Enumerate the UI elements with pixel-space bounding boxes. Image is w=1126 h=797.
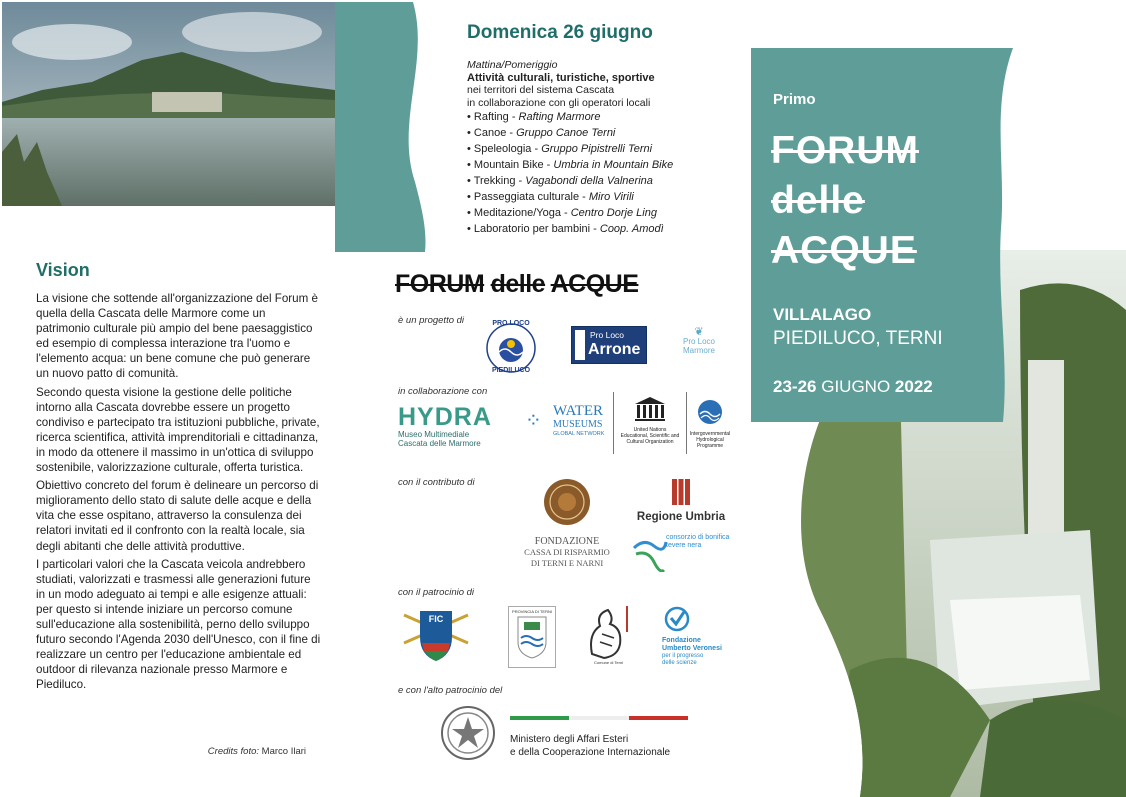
date-days: 23-26 (773, 377, 817, 396)
dragon-icon (584, 604, 632, 666)
fic-text: FIC (428, 614, 444, 624)
vision-paragraph: Secondo questa visione la gestione delle politiche intorno alla Cascata dovrebbe essere un progetto condiviso e partecipato tra istituzioni pubbliche, private, ricerca scientifica, attività imprenditoriali e cittadinanza, in modo da ottenere il massimo in un'ottica di sviluppo sostenibile, valorizzazione culturale, offerta turistica. (36, 385, 320, 475)
program-time: Mattina/Pomeriggio (467, 59, 558, 71)
activity-label: • Speleologia - (467, 143, 542, 156)
cover-dates (773, 377, 933, 397)
marmore-top-text: Pro Loco (682, 337, 716, 346)
activity-label: • Trekking - (467, 175, 526, 187)
activity-org: Centro Dorje Ling (570, 206, 657, 219)
activity-org: Gruppo Pipistrelli Terni (541, 143, 653, 156)
activity-org: Miro Virili (588, 190, 634, 203)
credits-name: Marco Ilari (261, 746, 306, 757)
program-list (467, 59, 737, 238)
left-teal-wave (335, 2, 430, 252)
water-sub: GLOBAL NETWORK (553, 431, 605, 437)
ministry-line: e della Cooperazione Internazionale (510, 747, 671, 758)
consorzio-text: tevere nera (666, 542, 702, 549)
fic-crest-icon (400, 603, 472, 665)
veronesi-text: delle scienze (662, 660, 697, 666)
cover-place-2: PIEDILUCO, TERNI (773, 328, 943, 349)
consorzio-text: consorzio di bonifica (666, 534, 730, 541)
regione-umbria-logo (630, 478, 732, 523)
proloco-arrone-logo (571, 326, 647, 364)
fondazione-text: CASSA DI RISPARMIO (524, 547, 610, 557)
piediluco-bottom-text: PIEDILUCO (491, 367, 531, 374)
cover-primo: Primo (773, 91, 816, 108)
republic-emblem-logo (438, 703, 498, 763)
credits-label: Credits foto: (207, 746, 260, 757)
water-mid: MUSEUMS (553, 419, 603, 430)
water-drop-icon: ❦ (694, 326, 704, 338)
ihp-text: Programme (696, 443, 724, 449)
comune-text: Comune di Terni (594, 660, 624, 665)
program-item (467, 222, 737, 238)
hydra-logo (398, 404, 498, 448)
hydra-name: HYDRA (398, 403, 492, 431)
activity-label: • Passeggiata culturale - (467, 190, 589, 203)
program-day-title: Domenica 26 giugno (467, 22, 653, 43)
program-sub: in collaborazione con gli operatori locali (467, 96, 651, 109)
dots-icon: ⁘ (525, 410, 542, 432)
date-month: GIUGNO (821, 377, 891, 396)
activity-label: • Meditazione/Yoga - (467, 206, 571, 219)
logo-word: ACQUE (550, 270, 639, 298)
logo-word: delle (490, 270, 546, 298)
unesco-text: Educational, Scientific and (620, 433, 680, 439)
veronesi-text: per il progresso (662, 653, 704, 659)
veronesi-text: Fondazione (662, 637, 701, 644)
program-item (467, 110, 737, 126)
cover-title-line: delle (771, 179, 865, 222)
hydra-sub: Cascata delle Marmore (398, 439, 481, 448)
comune-terni-logo (584, 604, 632, 666)
activity-org: Umbria in Mountain Bike (553, 159, 674, 172)
italian-flag-stripe (510, 716, 688, 720)
provincia-shield-icon (515, 614, 549, 660)
veronesi-text: Umberto Veronesi (662, 645, 722, 652)
activity-org: Rafting Marmore (518, 111, 601, 124)
vision-paragraph: Obiettivo concreto del forum è delineare un percorso di miglioramento dello stato di salute delle acque e della vita che esse ospitano, attraverso la consulenza dei relatori invitati ed il confronto con la realtà locale, sia degli abitanti che delle attività produttive. (36, 479, 319, 553)
arrone-top-text: Pro Loco (590, 330, 625, 340)
fondazione-carit-logo (508, 477, 626, 569)
vision-paragraph: I particolari valori che la Cascata veicola andrebbero studiati, valorizzati e trasmessi alle generazioni future in un modo adeguato ai tempi e alle esigenze attuali: per questo si intende iniziare un percorso comune sull'educazione alla sostenibilità, perno dello sviluppo futuro secondo l'Agenda 2030 dell'Unesco, con il fine di realizzare un centro per l'educazione ambientale ed outdoor di rilevanza nazionale presso Marmore e Piediluco. (36, 557, 321, 692)
program-sub: nei territori del sistema Cascata (467, 84, 615, 97)
activity-label: • Mountain Bike - (467, 159, 554, 172)
ihp-text: Hydrological (696, 437, 724, 443)
patron-label: con il patrocinio di (398, 587, 475, 598)
date-year: 2022 (894, 377, 933, 396)
consorzio-logo (630, 532, 732, 572)
activity-label: • Rafting - (467, 111, 519, 124)
lake-photo (2, 2, 335, 206)
globe-icon (696, 398, 724, 426)
activity-label: • Canoe - (467, 127, 517, 140)
fondazione-veronesi-logo (662, 606, 734, 667)
water-top: WATER (553, 403, 603, 419)
hydra-sub: Museo Multimediale (398, 430, 470, 439)
tower-icon (575, 330, 585, 360)
umbria-text: Regione Umbria (636, 511, 726, 523)
program-item (467, 126, 737, 142)
logo-word: FORUM (395, 270, 485, 298)
vision-title: Vision (36, 260, 90, 280)
collab-label: in collaborazione con (398, 386, 488, 397)
ihp-text: Intergovernmental (689, 431, 731, 437)
cover-title-line: FORUM (771, 129, 919, 172)
activity-label: • Laboratorio per bambini - (467, 222, 600, 235)
program-item (467, 158, 737, 174)
provincia-text: PROVINCIA DI TERNI (512, 609, 552, 614)
activity-org: Gruppo Canoe Terni (516, 127, 616, 140)
temple-icon (633, 396, 667, 422)
cover-place-1: VILLALAGO (773, 305, 872, 324)
program-item (467, 206, 737, 222)
unesco-text: United Nations (633, 427, 667, 433)
program-headline: Attività culturali, turistiche, sportive (467, 71, 655, 84)
star-emblem-icon (438, 703, 498, 763)
divider (686, 392, 687, 454)
unesco-logo (615, 396, 685, 445)
vision-text (36, 291, 321, 695)
water-museums-logo (525, 402, 615, 442)
arrone-name: Arrone (588, 341, 641, 358)
unesco-text: Cultural Organization (626, 439, 674, 445)
activity-org: Coop. Amodì (599, 222, 664, 235)
cover-title-line: ACQUE (771, 229, 917, 272)
ministry-line: Ministero degli Affari Esteri (510, 734, 629, 745)
photo-credits (160, 746, 306, 757)
wave-mark-icon (630, 532, 668, 572)
program-item (467, 174, 737, 190)
ihp-logo (688, 398, 732, 449)
provincia-terni-logo (508, 606, 556, 668)
divider (613, 392, 614, 454)
fic-logo (400, 603, 472, 665)
activity-org: Vagabondi della Valnerina (525, 175, 653, 187)
proloco-piediluco-logo (483, 320, 539, 376)
seal-icon (542, 477, 592, 527)
program-item (467, 190, 737, 206)
vision-paragraph: La visione che sottende all'organizzazione del Forum è quella della Cascata delle Marmore come un patrimonio culturale più ampio del bene paesaggistico ed esempio di complessa interazione tra l'uomo e l'elemento acqua: un bene comune che può generare un nuovo patto di comunità. (36, 292, 318, 381)
proloco-marmore-logo (674, 325, 724, 361)
forum-logo-strip (395, 270, 638, 299)
program-item (467, 142, 737, 158)
high-patron-label: e con l'alto patrocinio del (398, 685, 503, 696)
fondazione-text: DI TERNI E NARNI (530, 558, 604, 568)
piediluco-top-text: PRO LOCO (492, 320, 530, 327)
fondazione-text: FONDAZIONE (534, 536, 600, 547)
cover-title (771, 126, 1001, 276)
project-label: è un progetto di (398, 315, 465, 326)
veronesi-mark-icon (662, 606, 692, 632)
marmore-name: Marmore (682, 346, 715, 355)
ministry-text (510, 733, 670, 759)
contrib-label: con il contributo di (398, 477, 475, 488)
umbria-emblem-icon (671, 478, 691, 506)
